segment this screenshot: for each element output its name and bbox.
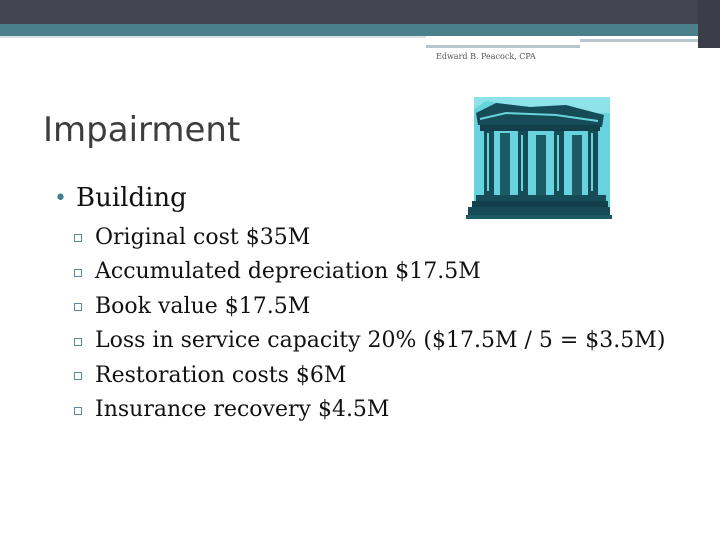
author-credit: Edward B. Peacock, CPA [436, 52, 536, 61]
square-bullet-icon [74, 407, 82, 415]
list-item [74, 255, 665, 290]
list-item-text: Insurance recovery $4.5M [95, 397, 390, 423]
list-item-text: Original cost $35M [95, 224, 311, 250]
bullet-building-label: Building [75, 183, 187, 213]
building-detail-list [74, 220, 665, 427]
header-rule-middle [426, 45, 580, 48]
square-bullet-icon [74, 234, 82, 242]
header-accent-bar [0, 24, 700, 36]
list-item-text: Accumulated depreciation $17.5M [95, 259, 481, 285]
square-bullet-icon [74, 372, 82, 380]
header-bar [0, 0, 720, 24]
bullet-dot-icon: • [54, 185, 67, 211]
list-item [74, 324, 665, 359]
list-item [74, 289, 665, 324]
square-bullet-icon [74, 303, 82, 311]
list-item [74, 358, 665, 393]
list-item-text: Restoration costs $6M [95, 362, 347, 388]
list-item-text: Loss in service capacity 20% ($17.5M / 5 = $3.5M) [95, 328, 666, 354]
header-rule-left [0, 36, 426, 38]
header-corner-block [698, 0, 720, 48]
greek-temple-icon [466, 93, 612, 223]
list-item [74, 220, 665, 255]
list-item-text: Book value $17.5M [95, 293, 311, 319]
header-rule-right [580, 39, 698, 42]
list-item [74, 393, 665, 428]
square-bullet-icon [74, 338, 82, 346]
square-bullet-icon [74, 269, 82, 277]
slide-title: Impairment [43, 110, 241, 150]
bullet-building [54, 183, 187, 213]
